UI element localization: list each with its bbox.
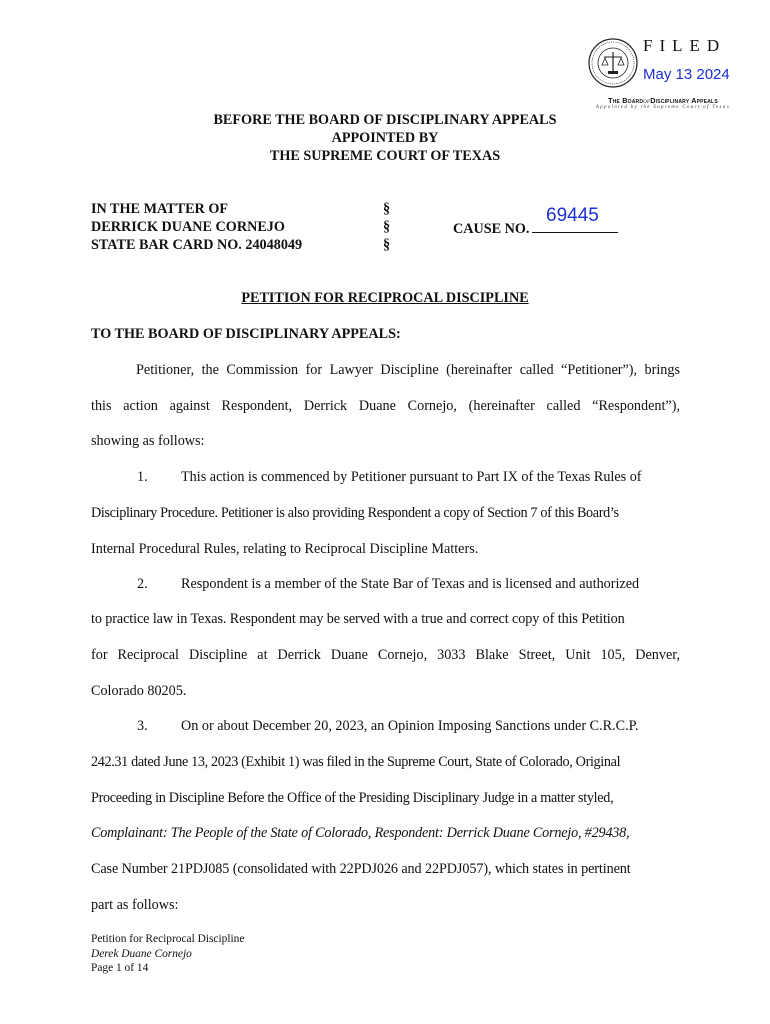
section-mark: § [383,219,391,235]
caption-line: STATE BAR CARD NO. 24048049 [91,237,303,253]
paragraph-number: 3. [137,718,148,734]
footer-respondent: Derek Duane Cornejo [91,947,192,960]
caption-line: DERRICK DUANE CORNEJO [91,219,285,235]
section-marks [383,200,390,254]
section-mark: § [383,237,391,253]
heading-line: APPOINTED BY [331,130,439,146]
footer-title: Petition for Reciprocal Discipline [91,933,245,945]
case-caption [91,200,302,254]
filed-label: FILED [643,36,727,55]
filed-date: May 13 2024 [643,66,730,83]
addressee: TO THE BOARD OF DISCIPLINARY APPEALS: [91,326,401,342]
paragraph-number: 2. [137,576,148,592]
body-line: This action is commenced by Petitioner pursuant to Part IX of the Texas Rules of [181,469,642,485]
board-name: The BoardofDisciplinary Appeals [608,96,718,105]
body-line: to practice law in Texas. Respondent may be served with a true and correct copy of this Petition [91,611,625,627]
caption-line: IN THE MATTER OF [91,201,229,217]
body-line: 242.31 dated June 13, 2023 (Exhibit 1) was filed in the Supreme Court, State of Colorado, Original [91,754,621,770]
body-line: Case Number 21PDJ085 (consolidated with 22PDJ026 and 22PDJ057), which states in pertinent [91,861,631,877]
body-line: On or about December 20, 2023, an Opinion Imposing Sanctions under C.R.C.P. [181,718,639,734]
body-line: Petitioner, the Commission for Lawyer Discipline (hereinafter called “Petitioner”), brings [136,362,680,378]
heading-line: THE SUPREME COURT OF TEXAS [269,148,501,164]
body-line: Proceeding in Discipline Before the Office of the Presiding Disciplinary Judge in a matter styled, [91,790,614,806]
body-line: this action against Respondent, Derrick Duane Cornejo, (hereinafter called “Respondent”), [91,398,680,414]
section-mark: § [383,201,391,217]
document-title: PETITION FOR RECIPROCAL DISCIPLINE [241,290,529,306]
body-line: showing as follows: [91,433,205,449]
court-heading [0,111,770,165]
body-line: part as follows: [91,897,179,913]
body-line: for Reciprocal Discipline at Derrick Duane Cornejo, 3033 Blake Street, Unit 105, Denver, [91,647,680,663]
page-footer [91,932,244,976]
page-number: Page 1 of 14 [91,962,149,974]
heading-line: BEFORE THE BOARD OF DISCIPLINARY APPEALS [213,112,557,128]
body-line: Internal Procedural Rules, relating to Reciprocal Discipline Matters. [91,541,479,557]
case-style-line: Complainant: The People of the State of Colorado, Respondent: Derrick Duane Cornejo, #29438, [91,825,630,841]
cause-number: 69445 [546,205,599,226]
cause-label: CAUSE NO. [453,221,530,237]
body-line: Colorado 80205. [91,683,187,699]
paragraph-number: 1. [137,469,148,485]
body-line: Respondent is a member of the State Bar of Texas and is licensed and authorized [181,576,640,592]
board-subtitle: Appointed by the Supreme Court of Texas [595,105,731,110]
body-line: Disciplinary Procedure. Petitioner is also providing Respondent a copy of Section 7 of this Board’s [91,505,619,521]
board-seal-icon [588,38,638,88]
